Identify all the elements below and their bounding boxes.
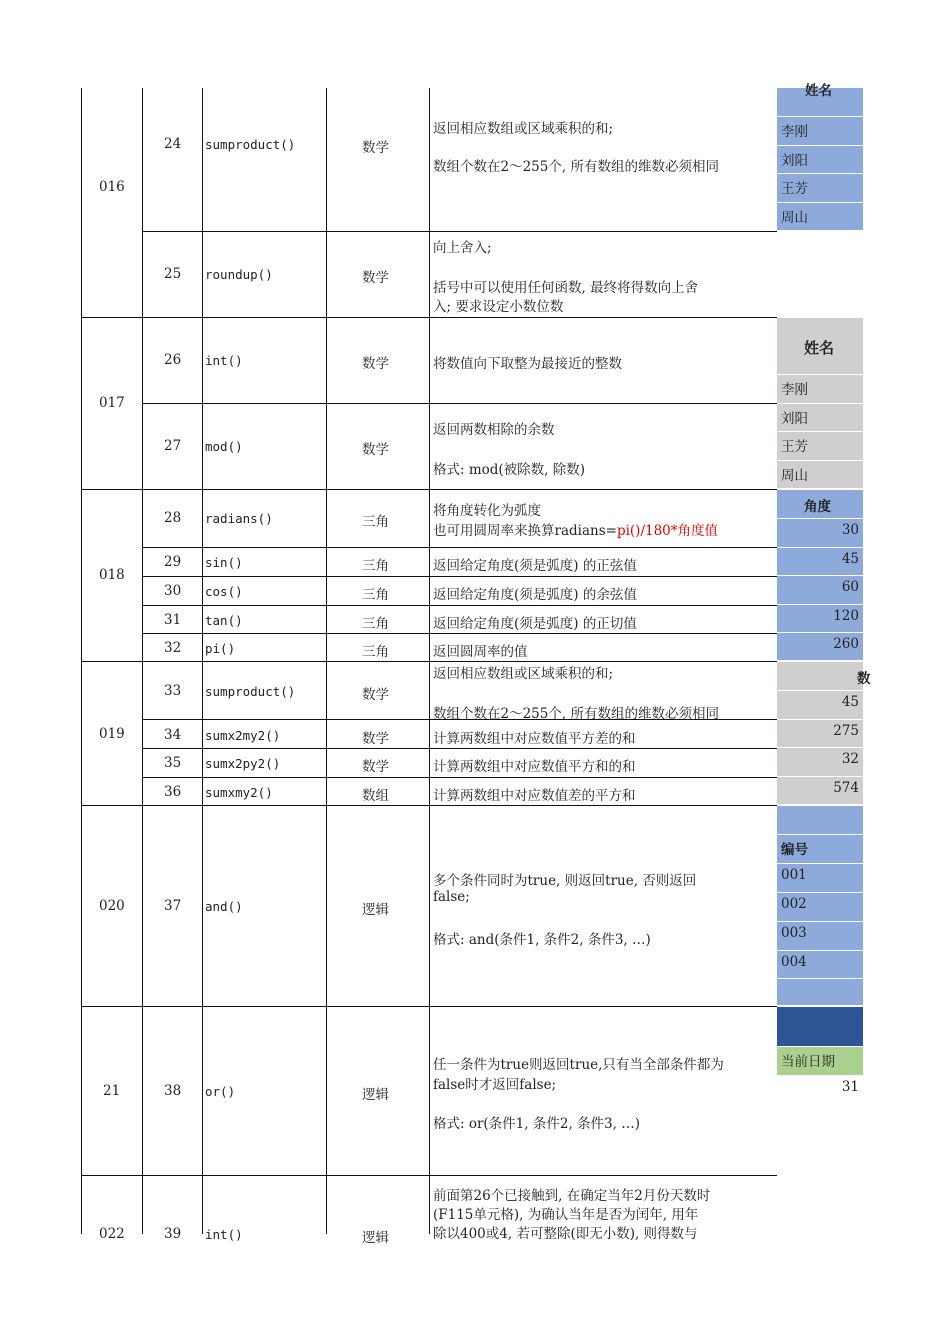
- grid-line: [81, 489, 777, 490]
- row-number: 30: [164, 583, 182, 599]
- name: 李刚: [781, 382, 808, 398]
- angle-value: 260: [833, 636, 859, 652]
- description: 返回相应数组或区域乘积的和;: [433, 666, 614, 682]
- category: 数学: [362, 270, 389, 286]
- angle-value: 120: [833, 608, 859, 624]
- description: (F115单元格), 为确认当年是否为闰年, 用年: [433, 1207, 699, 1223]
- date-value-cell: [777, 1076, 863, 1105]
- date-label: 当前日期: [781, 1054, 835, 1070]
- grid-line: [142, 633, 777, 634]
- formula-highlight: pi()/180*角度值: [616, 523, 719, 539]
- description: 除以400或4, 若可整除(即无小数), 则得数与: [433, 1226, 698, 1242]
- category: 逻辑: [362, 1087, 389, 1103]
- angle-cell: [777, 548, 863, 576]
- number-header: 数: [857, 671, 871, 687]
- function-name: sumproduct(): [205, 684, 296, 699]
- angle-cell: [777, 519, 863, 548]
- name-header: 姓名: [804, 339, 835, 357]
- angle-value: 45: [841, 551, 859, 567]
- name: 刘阳: [781, 411, 808, 427]
- date-value: 31: [841, 1079, 859, 1095]
- grid-line: [142, 576, 777, 577]
- number-cell: [777, 777, 863, 805]
- row-number: 28: [164, 510, 182, 526]
- angle-cell: [777, 576, 863, 605]
- function-name: int(): [205, 353, 243, 368]
- function-name: roundup(): [205, 267, 273, 282]
- grid-line: [81, 317, 777, 318]
- function-name: pi(): [205, 641, 236, 656]
- name: 周山: [781, 468, 808, 484]
- category: 逻辑: [362, 1230, 389, 1246]
- number-cell: [777, 691, 863, 720]
- description: 计算两数组中对应数值差的平方和: [433, 788, 636, 804]
- name-cell: [777, 461, 863, 489]
- row-number: 38: [164, 1083, 182, 1099]
- description: 向上舍入;: [433, 240, 492, 256]
- name-cell: [777, 117, 863, 146]
- group-id: 018: [99, 567, 125, 583]
- grid-line: [142, 547, 777, 548]
- grid-line: [142, 403, 777, 404]
- description: 返回相应数组或区域乘积的和;: [433, 121, 614, 137]
- description: 入; 要求设定小数位数: [433, 299, 564, 315]
- row-number: 35: [164, 755, 182, 771]
- function-name: sumproduct(): [205, 137, 296, 152]
- function-name: cos(): [205, 584, 243, 599]
- name: 王芳: [781, 439, 808, 455]
- category: 三角: [362, 514, 389, 530]
- category: 数组: [362, 788, 389, 804]
- description: 将角度转化为弧度: [433, 503, 541, 519]
- function-name: and(): [205, 899, 243, 914]
- row-number: 39: [164, 1226, 182, 1242]
- name-cell: [777, 203, 863, 231]
- grid-line: [81, 661, 777, 662]
- row-number: 32: [164, 640, 182, 656]
- angle-cell: [777, 633, 863, 661]
- function-name: sumx2py2(): [205, 756, 281, 771]
- name: 周山: [781, 210, 808, 226]
- angle-header-cell: [777, 490, 863, 519]
- function-name: int(): [205, 1227, 243, 1242]
- description: 计算两数组中对应数值平方和的和: [433, 759, 636, 775]
- name: 王芳: [781, 181, 808, 197]
- grid-line: [81, 1175, 777, 1176]
- row-number: 24: [164, 136, 182, 152]
- name-cell: [777, 146, 863, 174]
- description: 将数值向下取整为最接近的整数: [433, 356, 622, 372]
- function-name: sin(): [205, 555, 243, 570]
- grid-line: [81, 1006, 777, 1007]
- date-header-cell: [777, 1007, 863, 1047]
- name-cell: [777, 375, 863, 404]
- description: 任一条件为true则返回true,只有当全部条件都为: [433, 1057, 724, 1073]
- name-header-cell: [777, 318, 863, 375]
- group-id: 022: [99, 1226, 125, 1242]
- name-header-cell: [777, 83, 863, 117]
- number-value: 574: [833, 780, 859, 796]
- name-header: 姓名: [805, 83, 832, 99]
- name: 李刚: [781, 124, 808, 140]
- angle-header: 角度: [804, 499, 831, 515]
- description: 计算两数组中对应数值平方差的和: [433, 731, 636, 747]
- description: 返回给定角度(须是弧度) 的正弦值: [433, 558, 637, 574]
- function-name: tan(): [205, 613, 243, 628]
- group-id: 017: [99, 395, 125, 411]
- description: 返回圆周率的值: [433, 644, 528, 660]
- row-number: 26: [164, 352, 182, 368]
- grid-line: [142, 605, 777, 606]
- group-id: 21: [103, 1083, 121, 1099]
- grid-line: [142, 748, 777, 749]
- angle-value: 30: [841, 522, 859, 538]
- group-id: 020: [99, 898, 125, 914]
- name: 刘阳: [781, 153, 808, 169]
- description: 返回两数相除的余数: [433, 422, 555, 438]
- function-name: or(): [205, 1084, 236, 1099]
- description-part: 也可用圆周率来换算radians=: [433, 523, 617, 539]
- grid-line: [142, 231, 777, 232]
- row-number: 27: [164, 438, 182, 454]
- description: 返回给定角度(须是弧度) 的正切值: [433, 616, 637, 632]
- category: 三角: [362, 616, 389, 632]
- description: 数组个数在2～255个, 所有数组的维数必须相同: [433, 159, 719, 175]
- function-name: sumxmy2(): [205, 785, 273, 800]
- row-number: 36: [164, 784, 182, 800]
- number-header-cell: [777, 662, 871, 691]
- description: [433, 519, 718, 539]
- blank-cell: [777, 979, 863, 1006]
- name-cell: [777, 404, 863, 432]
- description: 多个条件同时为true, 则返回true, 否则返回: [433, 873, 697, 889]
- blank-cell: [777, 806, 863, 835]
- group-id: 019: [99, 726, 125, 742]
- name-cell: [777, 432, 863, 461]
- id-value: 003: [781, 925, 807, 941]
- description: false时才返回false;: [433, 1077, 557, 1093]
- category: 数学: [362, 442, 389, 458]
- group-id: 016: [99, 179, 125, 195]
- category: 三角: [362, 558, 389, 574]
- number-value: 45: [841, 694, 859, 710]
- description: 前面第26个已接触到, 在确定当年2月份天数时: [433, 1188, 711, 1204]
- grid-line: [81, 805, 777, 806]
- row-number: 33: [164, 683, 182, 699]
- number-cell: [777, 720, 863, 748]
- row-number: 37: [164, 898, 182, 914]
- number-value: 275: [833, 723, 859, 739]
- id-value: 002: [781, 896, 807, 912]
- id-value: 004: [781, 954, 807, 970]
- description: 括号中可以使用任何函数, 最终将得数向上舍: [433, 280, 699, 296]
- function-name: sumx2my2(): [205, 728, 281, 743]
- category: 三角: [362, 587, 389, 603]
- id-header-cell: [777, 835, 863, 864]
- description: false;: [433, 889, 470, 905]
- category: 数学: [362, 356, 389, 372]
- id-cell: [777, 922, 863, 951]
- date-label-cell: [777, 1047, 863, 1076]
- function-name: radians(): [205, 511, 273, 526]
- category: 数学: [362, 731, 389, 747]
- category: 数学: [362, 140, 389, 156]
- description: 格式: or(条件1, 条件2, 条件3, …): [433, 1116, 640, 1132]
- description: 格式: and(条件1, 条件2, 条件3, …): [433, 932, 651, 948]
- row-number: 31: [164, 612, 182, 628]
- id-value: 001: [781, 867, 807, 883]
- description: 格式: mod(被除数, 除数): [433, 462, 586, 478]
- row-number: 29: [164, 554, 182, 570]
- id-cell: [777, 864, 863, 893]
- id-cell: [777, 951, 863, 979]
- angle-cell: [777, 605, 863, 633]
- function-name: mod(): [205, 439, 243, 454]
- description: 数组个数在2～255个, 所有数组的维数必须相同: [433, 706, 719, 722]
- category: 三角: [362, 644, 389, 660]
- angle-value: 60: [841, 579, 859, 595]
- category: 数学: [362, 759, 389, 775]
- row-number: 34: [164, 727, 182, 743]
- number-value: 32: [841, 751, 859, 767]
- id-header: 编号: [781, 842, 808, 858]
- category: 逻辑: [362, 902, 389, 918]
- row-number: 25: [164, 266, 182, 282]
- number-cell: [777, 748, 863, 777]
- description: 返回给定角度(须是弧度) 的余弦值: [433, 587, 637, 603]
- category: 数学: [362, 687, 389, 703]
- id-cell: [777, 893, 863, 922]
- grid-line: [142, 777, 777, 778]
- name-cell: [777, 174, 863, 203]
